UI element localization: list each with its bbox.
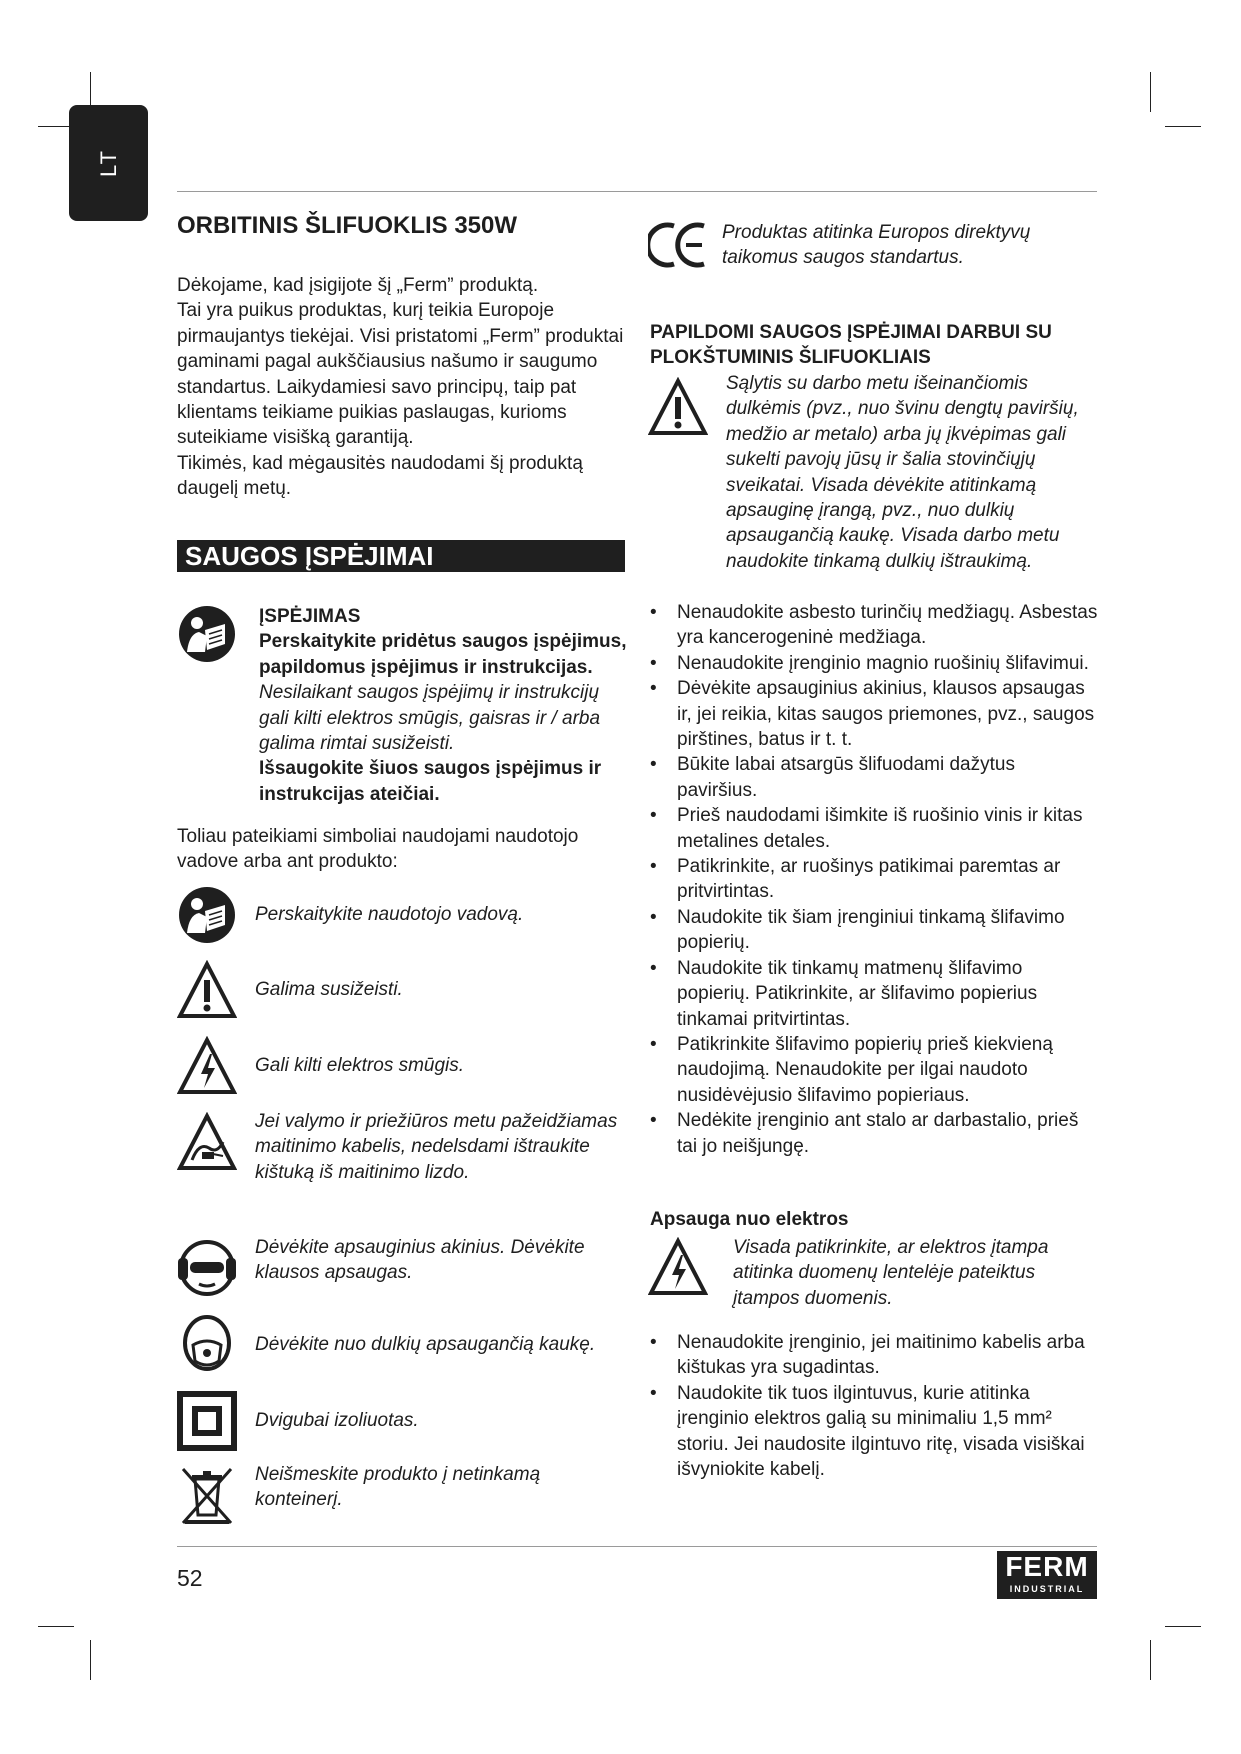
list-item: • Naudokite tik tinkamų matmenų šlifavimo popierių. Patikrinkite, ar šlifavimo popierius tinkamai pritvirtintas. <box>650 956 1100 1032</box>
symbol-text: Galima susižeisti. <box>255 979 403 1001</box>
safety-section-header <box>177 540 627 572</box>
symbol-row <box>177 1462 627 1525</box>
crop-mark <box>90 1640 91 1680</box>
warning-triangle-icon <box>648 377 708 437</box>
read-manual-icon <box>177 885 237 945</box>
read-manual-icon <box>177 604 237 664</box>
symbol-row <box>177 885 627 945</box>
symbol-text: Perskaitykite naudotojo vadovą. <box>255 904 524 926</box>
double-insulation-icon <box>177 1391 237 1451</box>
electric-shock-icon <box>648 1237 708 1297</box>
list-item: • Nenaudokite įrenginio magnio ruošinių šlifavimui. <box>650 651 1100 676</box>
electric-protection-title <box>650 1207 1100 1232</box>
symbol-row <box>177 960 627 1020</box>
list-item: • Būkite labai atsargūs šlifuodami dažytus paviršius. <box>650 752 1100 803</box>
symbol-text: Neišmeskite produkto į netinkamą konteinerį. <box>255 1464 541 1511</box>
intro-paragraph-1: Dėkojame, kad įsigijote šį „Ferm” produktą. <box>177 275 539 296</box>
symbol-text: Dėvėkite nuo dulkių apsaugančią kaukę. <box>255 1334 596 1356</box>
section-title: SAUGOS ĮSPĖJIMAI <box>177 540 625 572</box>
symbol-text: Jei valymo ir priežiūros metu pažeidžiamas maitinimo kabelis, nedelsdami ištraukite kištuką iš maitinimo lizdo. <box>255 1111 618 1183</box>
left-column <box>177 211 627 502</box>
extra-warnings-title <box>650 320 1100 371</box>
logo-sub: INDUSTRIAL <box>1009 1584 1085 1594</box>
ce-block <box>648 220 1100 271</box>
warning-italic-text: Nesilaikant saugos įspėjimų ir instrukcijų gali kilti elektros smūgis, gaisras ir / arba galima rimtai susižeisti. <box>259 682 601 755</box>
crossed-bin-icon <box>177 1465 237 1525</box>
intro-paragraph-2: Tai yra puikus produktas, kurį teikia Europoje pirmaujantys tiekėjai. Visi pristatomi „Ferm” produktai gaminami pagal aukščiausius našumo ir saugumo standartus. Laikydamiesi savo principų, taip pat klientams teikiame puikias paslaugas, kurioms suteikiame visišką garantiją. <box>177 300 624 449</box>
symbol-text: Dėvėkite apsauginius akinius. Dėvėkite klausos apsaugas. <box>255 1237 585 1284</box>
language-tab <box>69 105 148 221</box>
page-title: ORBITINIS ŠLIFUOKLIS 350W <box>177 212 518 239</box>
symbol-row <box>177 1235 627 1298</box>
list-item: • Patikrinkite, ar ruošinys patikimai paremtas ar pritvirtintas. <box>650 854 1100 905</box>
warning-triangle-icon <box>177 960 237 1020</box>
list-item: • Prieš naudodami išimkite iš ruošinio vinis ir kitas metalines detales. <box>650 803 1100 854</box>
list-item: • Nenaudokite įrenginio, jei maitinimo kabelis arba kištukas yra sugadintas. <box>650 1330 1100 1381</box>
footer-rule <box>177 1546 1097 1547</box>
warning-bold-text: Perskaitykite pridėtus saugos įspėjimus, papildomus įspėjimus ir instrukcijas. <box>259 631 627 678</box>
goggles-earmuffs-icon <box>177 1238 237 1298</box>
language-tab-label: LT <box>95 148 121 178</box>
list-item: • Dėvėkite apsauginius akinius, klausos apsaugas ir, jei reikia, kitas saugos priemones, pvz., saugos pirštines, batus ir t. t. <box>650 676 1100 752</box>
intro-paragraph-3: Tikimės, kad mėgausitės naudodami šį produktą daugelį metų. <box>177 452 583 500</box>
safety-bullets <box>650 600 1100 1159</box>
list-item: • Patikrinkite šlifavimo popierių prieš kiekvieną naudojimą. Nenaudokite per ilgai naudoto nusidėvėjusio šlifavimo popieriaus. <box>650 1032 1100 1108</box>
symbol-row <box>177 1391 627 1451</box>
dust-mask-icon <box>177 1315 237 1375</box>
crop-mark <box>1150 1640 1151 1680</box>
symbol-row <box>177 1315 627 1375</box>
header-rule <box>177 191 1097 192</box>
dust-warning-block <box>648 371 1100 574</box>
page-number: 52 <box>177 1565 203 1591</box>
crop-mark <box>1165 126 1201 127</box>
warning-block <box>177 604 627 807</box>
dust-warning-text: Sąlytis su darbo metu išeinančiomis dulkėmis (pvz., nuo švinu dengtų paviršių, medžio ar metalo) arba jų įkvėpimas gali sukelti pavojų jūsų ir šalia stovinčiųjų sveikatai. Visada dėvėkite atitinkamą apsauginę įrangą, pvz., nuo dulkių apsaugančią kaukę. Visada darbo metu naudokite tinkamą dulkių ištraukimą. <box>726 373 1079 572</box>
crop-mark <box>1165 1626 1201 1627</box>
electric-shock-icon <box>177 1036 237 1096</box>
crop-mark <box>38 1626 74 1627</box>
symbols-intro-text: Toliau pateikiami simboliai naudojami naudotojo vadove arba ant produkto: <box>177 826 579 873</box>
ce-text: Produktas atitinka Europos direktyvų taikomus saugos standartus. <box>722 222 1031 269</box>
list-item: • Naudokite tik šiam įrenginiui tinkamą šlifavimo popierių. <box>650 905 1100 956</box>
elec-title-text: Apsauga nuo elektros <box>650 1209 849 1230</box>
ferm-logo <box>997 1551 1097 1599</box>
warning-keep-text: Išsaugokite šiuos saugos įspėjimus ir instrukcijas ateičiai. <box>259 758 602 805</box>
symbol-row <box>177 1036 627 1096</box>
list-item: • Naudokite tik tuos ilgintuvus, kurie atitinka įrenginio elektros galią su minimaliu 1,5 mm² storiu. Jei naudosite ilgintuvo ritę, visada visiškai išvyniokite kabelį. <box>650 1381 1100 1483</box>
symbols-intro <box>177 824 627 875</box>
symbol-text: Gali kilti elektros smūgis. <box>255 1055 465 1077</box>
extra-title-text: PAPILDOMI SAUGOS ĮSPĖJIMAI DARBUI SU PLOKŠTUMINIS ŠLIFUOKLIAIS <box>650 322 1052 369</box>
warning-heading: ĮSPĖJIMAS <box>259 606 361 627</box>
electric-bullets <box>650 1330 1100 1482</box>
crop-mark <box>1150 72 1151 112</box>
logo-main: FERM <box>1005 1551 1089 1582</box>
list-item: • Nedėkite įrenginio ant stalo ar darbastalio, prieš tai jo neišjungę. <box>650 1108 1100 1159</box>
symbol-row <box>177 1109 627 1185</box>
ce-mark-icon <box>648 220 710 270</box>
symbol-text: Dvigubai izoliuotas. <box>255 1410 419 1432</box>
elec-warning-text: Visada patikrinkite, ar elektros įtampa atitinka duomenų lentelėje pateiktus įtampos duomenis. <box>733 1237 1049 1309</box>
damaged-cable-icon <box>177 1112 237 1172</box>
list-item: • Nenaudokite asbesto turinčių medžiagų. Asbestas yra kancerogeninė medžiaga. <box>650 600 1100 651</box>
electric-warning-block <box>648 1235 1100 1311</box>
